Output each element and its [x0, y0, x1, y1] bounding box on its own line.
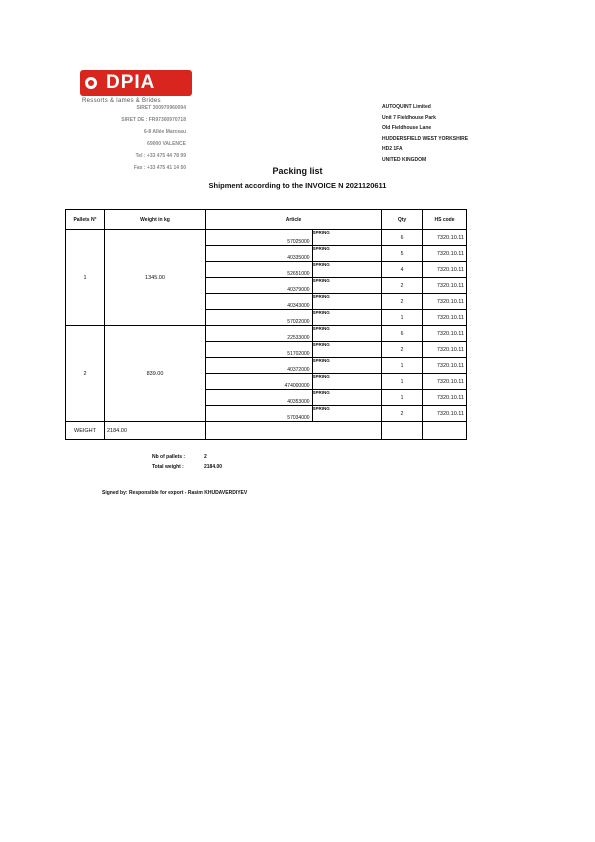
article-hs: 7320.10.11: [423, 262, 467, 278]
header-weight: Weight in kg: [105, 210, 206, 230]
article-desc: SPRING: [312, 262, 381, 278]
sender-line: SIRET DE : FR97300970718: [121, 117, 186, 123]
article-hs: 7320.10.11: [423, 230, 467, 246]
total-weight: 2184.00: [105, 422, 206, 440]
article-desc: SPRING: [312, 390, 381, 406]
article-qty: 1: [382, 390, 423, 406]
sender-address: [76, 102, 186, 174]
pallets-count-value: 2: [204, 454, 207, 460]
total-label: WEIGHT: [66, 422, 105, 440]
total-empty-cell: [382, 422, 423, 440]
logo-brand: DPIA: [102, 70, 192, 96]
article-code: 40379000: [206, 278, 313, 294]
table-header-row: [66, 210, 467, 230]
article-code: 52651000: [206, 262, 313, 278]
article-qty: 1: [382, 358, 423, 374]
signature-line: Signed by: Responsible for export - Rasim KHUDAVERDIYEV: [102, 490, 248, 496]
article-hs: 7320.10.11: [423, 390, 467, 406]
total-row: [66, 422, 467, 440]
document-title: Packing list: [272, 166, 323, 176]
article-hs: 7320.10.11: [423, 310, 467, 326]
article-desc: SPRING: [312, 230, 381, 246]
article-code: 57025000: [206, 230, 313, 246]
header-pallets: Pallets N°: [66, 210, 105, 230]
article-hs: 7320.10.11: [423, 278, 467, 294]
article-qty: 6: [382, 326, 423, 342]
article-code: 40353000: [206, 390, 313, 406]
article-code: 57022000: [206, 310, 313, 326]
article-desc: SPRING: [312, 342, 381, 358]
packing-table: [65, 209, 467, 440]
pallets-count-label: Nb of pallets :: [152, 454, 186, 460]
logo-q-icon: [80, 70, 102, 96]
article-code: 40372000: [206, 358, 313, 374]
pallet-number: 1: [66, 230, 105, 326]
table-row: [66, 230, 467, 246]
sender-line: Tel : +33 475 44 78 99: [135, 153, 186, 159]
sender-line: 69000 VALENCE: [147, 141, 186, 147]
total-empty-cell: [423, 422, 467, 440]
total-weight-label: Total weight :: [152, 464, 184, 470]
article-desc: SPRING: [312, 294, 381, 310]
sender-line: Fax : +33 475 41 14 50: [133, 165, 186, 171]
recipient-line: UNITED KINGDOM: [382, 156, 427, 163]
article-code: 51702000: [206, 342, 313, 358]
article-hs: 7320.10.11: [423, 358, 467, 374]
article-code: 40343000: [206, 294, 313, 310]
recipient-address: [382, 102, 468, 165]
article-qty: 1: [382, 374, 423, 390]
article-code: 57034000: [206, 406, 313, 422]
recipient-line: AUTOQUINT Limited: [382, 104, 431, 110]
header-hs-code: HS code: [423, 210, 467, 230]
article-desc: SPRING: [312, 278, 381, 294]
article-qty: 2: [382, 278, 423, 294]
total-weight-value: 2184.00: [204, 464, 223, 470]
article-desc: SPRING: [312, 374, 381, 390]
article-hs: 7320.10.11: [423, 406, 467, 422]
pallet-number: 2: [66, 326, 105, 422]
article-qty: 1: [382, 310, 423, 326]
article-hs: 7320.10.11: [423, 294, 467, 310]
article-hs: 7320.10.11: [423, 342, 467, 358]
article-code: 22533000: [206, 326, 313, 342]
logo-tagline: Ressorts & lames & Brides: [82, 98, 161, 104]
article-hs: 7320.10.11: [423, 246, 467, 262]
article-hs: 7320.10.11: [423, 374, 467, 390]
article-code: 474000000: [206, 374, 313, 390]
article-qty: 5: [382, 246, 423, 262]
recipient-line: Unit 7 Fieldhouse Park: [382, 114, 436, 121]
article-desc: SPRING: [312, 326, 381, 342]
recipient-line: HD2 1FA: [382, 146, 403, 152]
article-hs: 7320.10.11: [423, 326, 467, 342]
article-qty: 2: [382, 342, 423, 358]
recipient-line: Old Fieldhouse Lane: [382, 125, 432, 131]
sender-line: SIRET 300970960094: [136, 105, 186, 111]
article-qty: 2: [382, 406, 423, 422]
article-qty: 2: [382, 294, 423, 310]
article-qty: 4: [382, 262, 423, 278]
sender-line: 6-8 Allée Marceau: [143, 129, 186, 135]
header-qty: Qty: [382, 210, 423, 230]
article-desc: SPRING: [312, 310, 381, 326]
article-code: 40335000: [206, 246, 313, 262]
pallet-weight: 839.00: [105, 326, 206, 422]
article-desc: SPRING: [312, 358, 381, 374]
pallet-weight: 1345.00: [105, 230, 206, 326]
recipient-line: HUDDERSFIELD WEST YORKSHIRE: [382, 135, 469, 142]
table-row: [66, 326, 467, 342]
article-qty: 6: [382, 230, 423, 246]
article-desc: SPRING: [312, 406, 381, 422]
document-subtitle: Shipment according to the INVOICE N 2021120611: [208, 181, 387, 190]
summary-block: [152, 452, 222, 472]
article-desc: SPRING: [312, 246, 381, 262]
total-empty-cell: [206, 422, 382, 440]
header-article: Article: [206, 210, 382, 230]
